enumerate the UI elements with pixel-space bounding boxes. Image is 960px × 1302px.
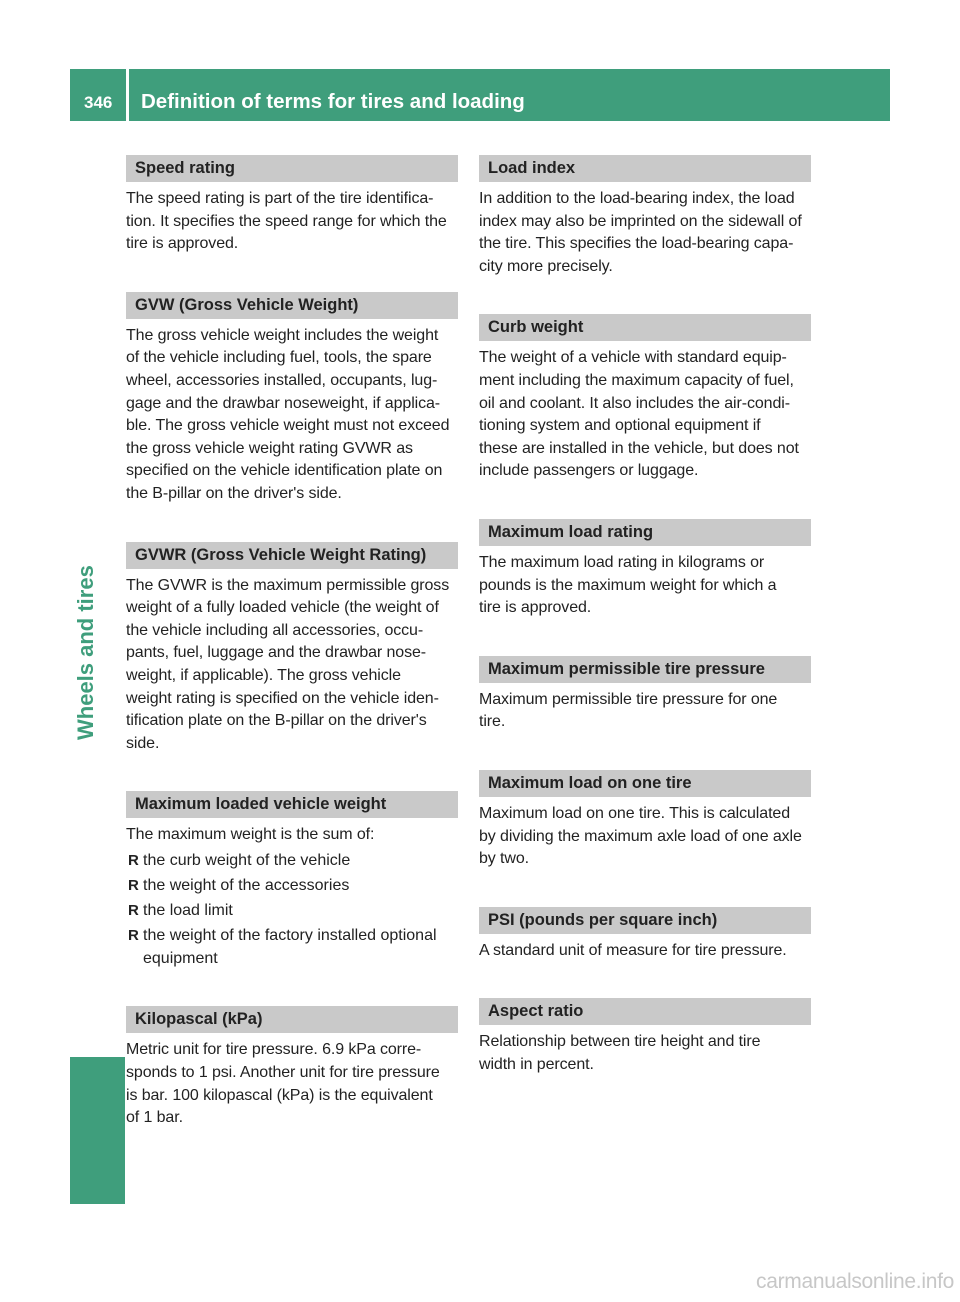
body-line: The maximum load rating in kilograms or bbox=[479, 553, 765, 571]
body-line: of the vehicle including fuel, tools, the spare bbox=[126, 349, 432, 367]
section-body bbox=[479, 689, 811, 734]
section bbox=[126, 155, 458, 256]
body-line: Relationship between tire height and tire bbox=[479, 1033, 761, 1051]
section-heading: PSI (pounds per square inch) bbox=[479, 907, 811, 934]
body-line: by dividing the maximum axle load of one axle bbox=[479, 827, 802, 845]
body-line: The weight of a vehicle with standard equip- bbox=[479, 349, 787, 367]
body-line: weight, if applicable). The gross vehicle bbox=[126, 666, 401, 684]
body-line: index may also be imprinted on the sidewall of bbox=[479, 212, 802, 230]
body-line: side. bbox=[126, 734, 160, 752]
bullet-icon: R bbox=[128, 902, 139, 920]
section-heading: Speed rating bbox=[126, 155, 458, 182]
body-line: tioning system and optional equipment if bbox=[479, 417, 761, 435]
body-line: Maximum load on one tire. This is calculated bbox=[479, 804, 791, 822]
body-line: weight rating is specified on the vehicle iden- bbox=[126, 689, 439, 707]
section-body bbox=[479, 552, 811, 620]
section bbox=[479, 656, 811, 734]
section-body bbox=[126, 575, 458, 756]
section-heading: GVW (Gross Vehicle Weight) bbox=[126, 292, 458, 319]
bullet-item bbox=[126, 875, 458, 898]
header-divider bbox=[126, 69, 129, 121]
section-heading: Load index bbox=[479, 155, 811, 182]
section-heading: Maximum permissible tire pressure bbox=[479, 656, 811, 683]
bullet-icon: R bbox=[128, 876, 139, 894]
body-line: the vehicle including all accessories, occu- bbox=[126, 621, 424, 639]
body-line: pants, fuel, luggage and the drawbar nose- bbox=[126, 644, 427, 662]
body-line: of 1 bar. bbox=[126, 1109, 183, 1127]
body-line: The GVWR is the maximum permissible gross bbox=[126, 576, 450, 594]
section-heading: Kilopascal (kPa) bbox=[126, 1006, 458, 1033]
body-line: these are installed in the vehicle, but does not bbox=[479, 439, 799, 457]
body-line: The gross vehicle weight includes the weight bbox=[126, 326, 439, 344]
body-line: specified on the vehicle identification plate on bbox=[126, 462, 443, 480]
body-line: the tire. This specifies the load-bearing capa- bbox=[479, 235, 794, 253]
body-line: pounds is the maximum weight for which a bbox=[479, 576, 777, 594]
body-line: Metric unit for tire pressure. 6.9 kPa corre- bbox=[126, 1041, 422, 1059]
section bbox=[479, 155, 811, 278]
section bbox=[126, 1006, 458, 1129]
body-line: gage and the drawbar noseweight, if applica- bbox=[126, 394, 441, 412]
body-line: A standard unit of measure for tire pressure. bbox=[479, 941, 787, 959]
section bbox=[479, 907, 811, 963]
bullet-text: the load limit bbox=[143, 902, 233, 920]
body-line: ble. The gross vehicle weight must not exceed bbox=[126, 417, 450, 435]
bullet-text: the weight of the accessories bbox=[143, 876, 350, 894]
section-body bbox=[479, 1031, 811, 1076]
bullet-list bbox=[126, 850, 458, 970]
side-tab-marker bbox=[70, 1057, 125, 1204]
body-line: city more precisely. bbox=[479, 257, 613, 275]
section bbox=[126, 292, 458, 506]
left-column bbox=[126, 155, 458, 1130]
section-body bbox=[479, 188, 811, 278]
body-line: the gross vehicle weight rating GVWR as bbox=[126, 439, 413, 457]
section-body bbox=[126, 188, 458, 256]
section-body bbox=[126, 824, 458, 847]
body-line: Maximum permissible tire pressure for one bbox=[479, 690, 778, 708]
right-column bbox=[479, 155, 811, 1076]
section-body bbox=[479, 940, 811, 963]
section-heading: GVWR (Gross Vehicle Weight Rating) bbox=[126, 542, 458, 569]
bullet-item bbox=[126, 925, 458, 970]
bullet-item bbox=[126, 850, 458, 873]
body-line: ment including the maximum capacity of fuel, bbox=[479, 371, 794, 389]
section bbox=[126, 791, 458, 970]
footer-watermark: carmanualsonline.info bbox=[756, 1270, 954, 1293]
body-line: tification plate on the B-pillar on the driver's bbox=[126, 712, 427, 730]
body-line: tire. bbox=[479, 713, 506, 731]
section bbox=[479, 519, 811, 620]
bullet-text: the curb weight of the vehicle bbox=[143, 851, 351, 869]
body-line: tire is approved. bbox=[479, 599, 592, 617]
section-heading: Maximum load rating bbox=[479, 519, 811, 546]
body-line: include passengers or luggage. bbox=[479, 462, 699, 480]
section-body bbox=[126, 325, 458, 506]
section-body bbox=[479, 803, 811, 871]
section bbox=[479, 770, 811, 871]
body-line: The maximum weight is the sum of: bbox=[126, 826, 375, 844]
bullet-icon: R bbox=[128, 927, 139, 945]
body-line: weight of a fully loaded vehicle (the weight of bbox=[126, 599, 439, 617]
bullet-icon: R bbox=[128, 851, 139, 869]
body-line: is bar. 100 kilopascal (kPa) is the equivalent bbox=[126, 1086, 433, 1104]
section bbox=[479, 314, 811, 483]
section-body bbox=[126, 1039, 458, 1129]
body-line: The speed rating is part of the tire identifica- bbox=[126, 190, 434, 207]
body-line: by two. bbox=[479, 850, 529, 868]
section-body bbox=[479, 347, 811, 483]
body-line: oil and coolant. It also includes the air-condi- bbox=[479, 394, 790, 412]
body-line: the B-pillar on the driver's side. bbox=[126, 484, 342, 502]
section-heading: Aspect ratio bbox=[479, 998, 811, 1025]
page-title: Definition of terms for tires and loading bbox=[141, 90, 525, 113]
bullet-item bbox=[126, 900, 458, 923]
page-number: 346 bbox=[84, 93, 113, 112]
section-heading: Curb weight bbox=[479, 314, 811, 341]
section bbox=[126, 542, 458, 756]
body-line: width in percent. bbox=[479, 1055, 594, 1073]
body-line: sponds to 1 psi. Another unit for tire pressure bbox=[126, 1063, 440, 1081]
section-heading: Maximum loaded vehicle weight bbox=[126, 791, 458, 818]
section-heading: Maximum load on one tire bbox=[479, 770, 811, 797]
body-line: tire is approved. bbox=[126, 235, 239, 253]
bullet-text: the weight of the factory installed optional equipment bbox=[143, 927, 437, 967]
body-line: wheel, accessories installed, occupants, lug- bbox=[126, 371, 438, 389]
section bbox=[479, 998, 811, 1076]
body-line: In addition to the load-bearing index, the load bbox=[479, 190, 795, 207]
side-tab-label: Wheels and tires bbox=[73, 565, 98, 740]
body-line: tion. It specifies the speed range for which the bbox=[126, 212, 447, 230]
